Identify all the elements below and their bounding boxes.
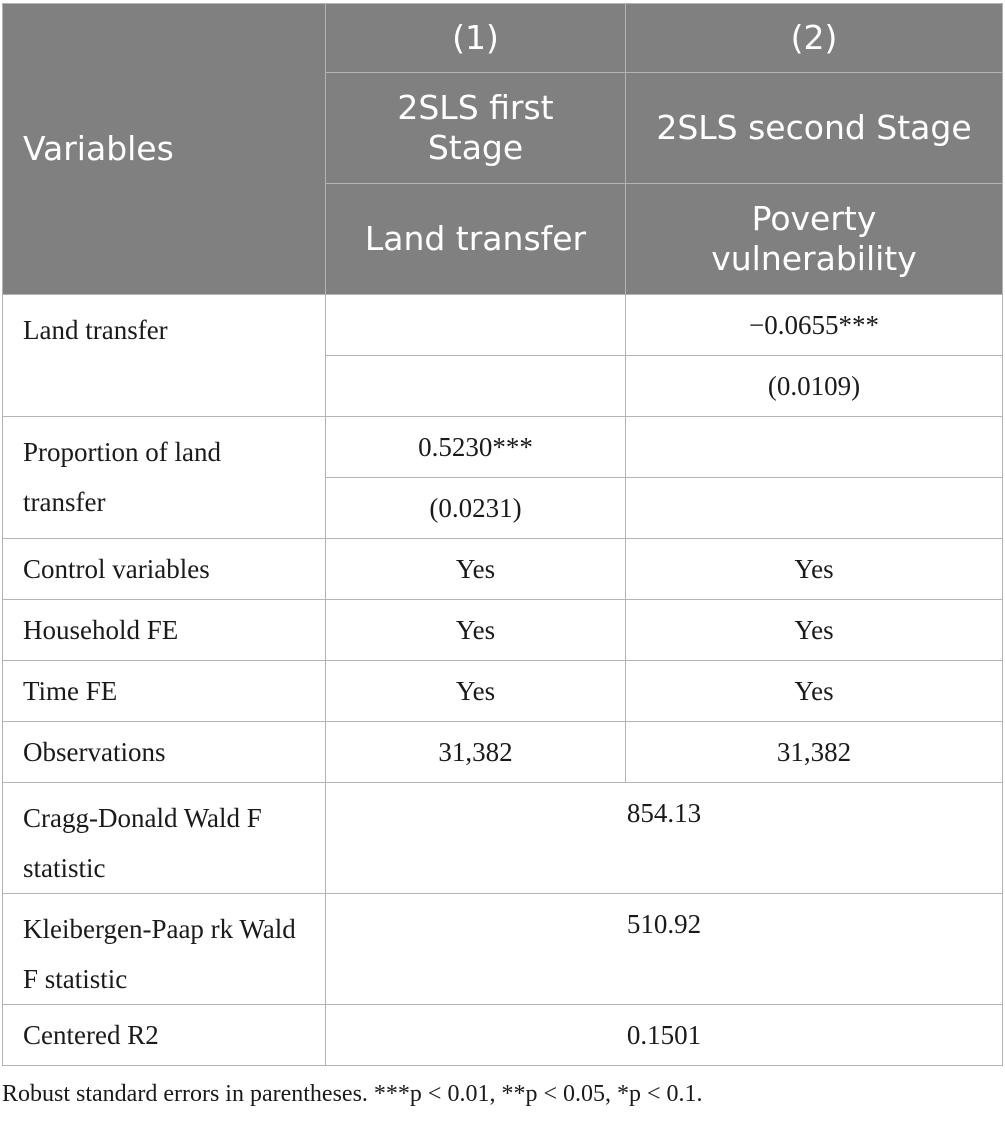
observations-col2: 31,382 bbox=[626, 722, 1003, 783]
proportion-col1-se: (0.0231) bbox=[326, 478, 626, 539]
table-row bbox=[3, 295, 1003, 356]
control-col1: Yes bbox=[326, 539, 626, 600]
row-label-control: Control variables bbox=[3, 539, 326, 600]
col2-number: (2) bbox=[626, 4, 1003, 73]
table-header bbox=[3, 4, 1003, 295]
land-transfer-col1-coef bbox=[326, 295, 626, 356]
cragg-donald-value: 854.13 bbox=[326, 783, 1003, 894]
proportion-col1-coef: 0.5230*** bbox=[326, 417, 626, 478]
table-row bbox=[3, 661, 1003, 722]
land-transfer-col1-se bbox=[326, 356, 626, 417]
row-label-kleibergen-paap: Kleibergen-Paap rk Wald F statistic bbox=[3, 894, 326, 1005]
table-row bbox=[3, 894, 1003, 1005]
col1-dependent-variable: Land transfer bbox=[326, 184, 626, 295]
row-label-cragg-donald: Cragg-Donald Wald F statistic bbox=[3, 783, 326, 894]
proportion-col2-se bbox=[626, 478, 1003, 539]
proportion-col2-coef bbox=[626, 417, 1003, 478]
table-row bbox=[3, 600, 1003, 661]
time-fe-col2: Yes bbox=[626, 661, 1003, 722]
household-fe-col2: Yes bbox=[626, 600, 1003, 661]
row-label-land-transfer: Land transfer bbox=[3, 295, 326, 417]
land-transfer-col2-se: (0.0109) bbox=[626, 356, 1003, 417]
table-footnote: Robust standard errors in parentheses. ***p < 0.01, **p < 0.05, *p < 0.1. bbox=[2, 1081, 703, 1107]
table-body bbox=[3, 295, 1003, 1066]
col2-model: 2SLS second Stage bbox=[626, 73, 1003, 184]
land-transfer-col2-coef: −0.0655*** bbox=[626, 295, 1003, 356]
row-label-household-fe: Household FE bbox=[3, 600, 326, 661]
control-col2: Yes bbox=[626, 539, 1003, 600]
household-fe-col1: Yes bbox=[326, 600, 626, 661]
row-label-centered-r2: Centered R2 bbox=[3, 1005, 326, 1066]
regression-table bbox=[2, 3, 1003, 1066]
row-label-time-fe: Time FE bbox=[3, 661, 326, 722]
col2-dependent-variable: Poverty vulnerability bbox=[626, 184, 1003, 295]
table-row bbox=[3, 1005, 1003, 1066]
table-row bbox=[3, 783, 1003, 894]
variables-header: Variables bbox=[3, 4, 326, 295]
col1-number: (1) bbox=[326, 4, 626, 73]
centered-r2-value: 0.1501 bbox=[326, 1005, 1003, 1066]
table-row bbox=[3, 722, 1003, 783]
observations-col1: 31,382 bbox=[326, 722, 626, 783]
table-row bbox=[3, 539, 1003, 600]
col1-model: 2SLS first Stage bbox=[326, 73, 626, 184]
kleibergen-paap-value: 510.92 bbox=[326, 894, 1003, 1005]
row-label-proportion: Proportion of land transfer bbox=[3, 417, 326, 539]
row-label-observations: Observations bbox=[3, 722, 326, 783]
table-row bbox=[3, 417, 1003, 478]
time-fe-col1: Yes bbox=[326, 661, 626, 722]
